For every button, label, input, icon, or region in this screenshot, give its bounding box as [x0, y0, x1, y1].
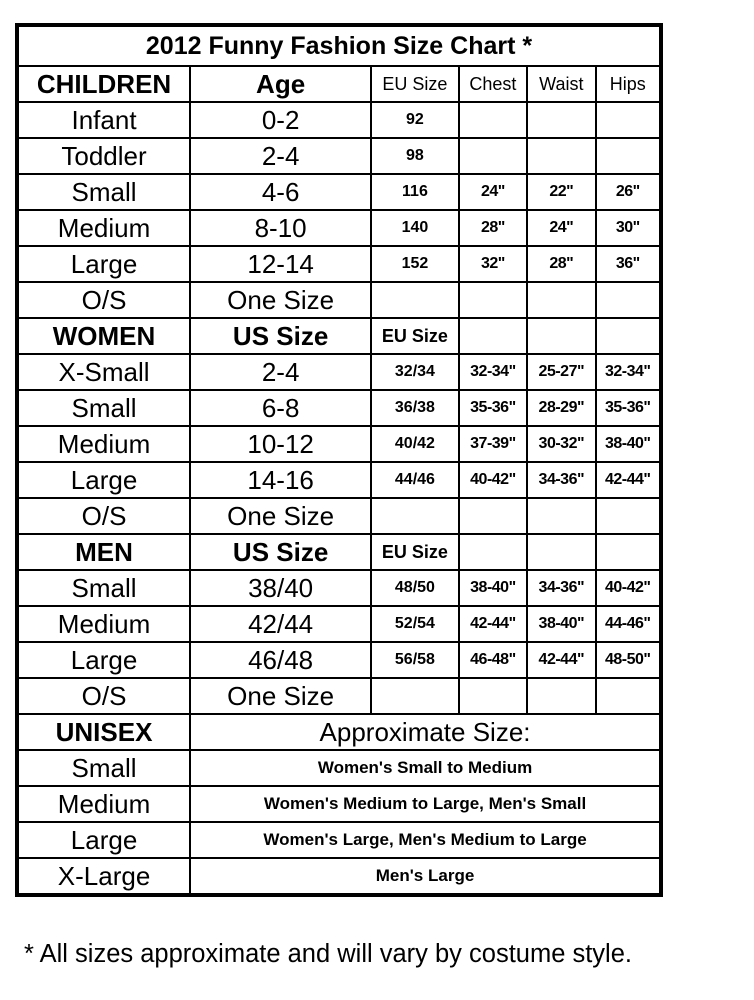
approximate-size-value: Women's Large, Men's Medium to Large: [190, 822, 661, 858]
table-row: [17, 426, 661, 462]
size-label: Medium: [17, 786, 190, 822]
us-size-value: 10-12: [190, 426, 371, 462]
us-size-value: One Size: [190, 498, 371, 534]
footnote: * All sizes approximate and will vary by costume style.: [24, 940, 632, 968]
eu-size-value: 56/58: [371, 642, 459, 678]
table-row: [17, 858, 661, 895]
hips-value: [596, 282, 661, 318]
age-value: One Size: [190, 282, 371, 318]
size-label: Small: [17, 750, 190, 786]
size-label: Medium: [17, 210, 190, 246]
us-size-value: 6-8: [190, 390, 371, 426]
table-row: [17, 102, 661, 138]
chest-value: [459, 138, 527, 174]
size-chart-table: [15, 23, 663, 897]
us-size-header: US Size: [190, 318, 371, 354]
eu-size-header: EU Size: [371, 66, 459, 102]
chart-title: 2012 Funny Fashion Size Chart *: [17, 25, 661, 66]
eu-size-value: 92: [371, 102, 459, 138]
size-label: Medium: [17, 426, 190, 462]
waist-value: 28-29": [527, 390, 595, 426]
waist-value: 22": [527, 174, 595, 210]
empty-cell: [527, 534, 595, 570]
size-label: X-Large: [17, 858, 190, 895]
size-label: Large: [17, 462, 190, 498]
hips-value: 44-46": [596, 606, 661, 642]
table-row: [17, 282, 661, 318]
hips-value: 30": [596, 210, 661, 246]
chest-value: 24": [459, 174, 527, 210]
chest-value: [459, 102, 527, 138]
waist-value: [527, 282, 595, 318]
us-size-value: 42/44: [190, 606, 371, 642]
table-row: [17, 642, 661, 678]
size-label: O/S: [17, 282, 190, 318]
hips-value: [596, 102, 661, 138]
us-size-value: 46/48: [190, 642, 371, 678]
empty-cell: [459, 534, 527, 570]
unisex-section-label: UNISEX: [17, 714, 190, 750]
hips-value: 35-36": [596, 390, 661, 426]
waist-value: [527, 678, 595, 714]
eu-size-value: 32/34: [371, 354, 459, 390]
size-label: Large: [17, 246, 190, 282]
chest-value: 35-36": [459, 390, 527, 426]
table-row: [17, 822, 661, 858]
eu-size-value: 152: [371, 246, 459, 282]
waist-value: [527, 102, 595, 138]
eu-size-value: [371, 678, 459, 714]
children-section-label: CHILDREN: [17, 66, 190, 102]
women-section-label: WOMEN: [17, 318, 190, 354]
waist-value: [527, 498, 595, 534]
us-size-value: 14-16: [190, 462, 371, 498]
table-row: [17, 138, 661, 174]
waist-value: 28": [527, 246, 595, 282]
chest-value: [459, 498, 527, 534]
chest-value: 32-34": [459, 354, 527, 390]
waist-value: 25-27": [527, 354, 595, 390]
size-label: Medium: [17, 606, 190, 642]
table-row: [17, 174, 661, 210]
age-header: Age: [190, 66, 371, 102]
table-row: [17, 210, 661, 246]
approximate-size-header: Approximate Size:: [190, 714, 661, 750]
age-value: 2-4: [190, 138, 371, 174]
eu-size-value: 48/50: [371, 570, 459, 606]
men-header-row: [17, 534, 661, 570]
age-value: 0-2: [190, 102, 371, 138]
age-value: 12-14: [190, 246, 371, 282]
size-label: Large: [17, 642, 190, 678]
waist-value: 34-36": [527, 570, 595, 606]
eu-size-value: [371, 282, 459, 318]
chest-value: 37-39": [459, 426, 527, 462]
hips-value: 42-44": [596, 462, 661, 498]
size-label: Small: [17, 390, 190, 426]
size-label: Small: [17, 174, 190, 210]
chest-value: 46-48": [459, 642, 527, 678]
chest-value: [459, 678, 527, 714]
hips-value: 38-40": [596, 426, 661, 462]
chest-value: 42-44": [459, 606, 527, 642]
title-row: [17, 25, 661, 66]
table-row: [17, 462, 661, 498]
chest-value: 32": [459, 246, 527, 282]
waist-header: Waist: [527, 66, 595, 102]
hips-value: 40-42": [596, 570, 661, 606]
waist-value: 30-32": [527, 426, 595, 462]
table-row: [17, 678, 661, 714]
hips-value: [596, 138, 661, 174]
table-row: [17, 246, 661, 282]
table-row: [17, 570, 661, 606]
hips-value: [596, 498, 661, 534]
eu-size-value: [371, 498, 459, 534]
us-size-header: US Size: [190, 534, 371, 570]
size-label: Small: [17, 570, 190, 606]
men-section-label: MEN: [17, 534, 190, 570]
hips-value: 36": [596, 246, 661, 282]
unisex-header-row: [17, 714, 661, 750]
eu-size-value: 140: [371, 210, 459, 246]
empty-cell: [527, 318, 595, 354]
women-header-row: [17, 318, 661, 354]
table-row: [17, 606, 661, 642]
waist-value: [527, 138, 595, 174]
waist-value: 34-36": [527, 462, 595, 498]
approximate-size-value: Women's Small to Medium: [190, 750, 661, 786]
chest-value: [459, 282, 527, 318]
chest-value: 38-40": [459, 570, 527, 606]
hips-value: 32-34": [596, 354, 661, 390]
waist-value: 42-44": [527, 642, 595, 678]
table-row: [17, 750, 661, 786]
table-row: [17, 354, 661, 390]
age-value: 4-6: [190, 174, 371, 210]
size-label: O/S: [17, 678, 190, 714]
chest-value: 40-42": [459, 462, 527, 498]
us-size-value: One Size: [190, 678, 371, 714]
waist-value: 38-40": [527, 606, 595, 642]
table-row: [17, 786, 661, 822]
eu-size-header: EU Size: [371, 534, 459, 570]
size-label: X-Small: [17, 354, 190, 390]
eu-size-header: EU Size: [371, 318, 459, 354]
table-row: [17, 498, 661, 534]
approximate-size-value: Men's Large: [190, 858, 661, 895]
age-value: 8-10: [190, 210, 371, 246]
waist-value: 24": [527, 210, 595, 246]
eu-size-value: 44/46: [371, 462, 459, 498]
empty-cell: [459, 318, 527, 354]
table-row: [17, 390, 661, 426]
children-header-row: [17, 66, 661, 102]
hips-header: Hips: [596, 66, 661, 102]
hips-value: 26": [596, 174, 661, 210]
size-label: Infant: [17, 102, 190, 138]
size-label: Large: [17, 822, 190, 858]
eu-size-value: 36/38: [371, 390, 459, 426]
us-size-value: 2-4: [190, 354, 371, 390]
size-label: O/S: [17, 498, 190, 534]
eu-size-value: 116: [371, 174, 459, 210]
empty-cell: [596, 318, 661, 354]
chest-header: Chest: [459, 66, 527, 102]
empty-cell: [596, 534, 661, 570]
hips-value: [596, 678, 661, 714]
eu-size-value: 98: [371, 138, 459, 174]
approximate-size-value: Women's Medium to Large, Men's Small: [190, 786, 661, 822]
eu-size-value: 52/54: [371, 606, 459, 642]
eu-size-value: 40/42: [371, 426, 459, 462]
size-chart-body: [17, 25, 661, 895]
chest-value: 28": [459, 210, 527, 246]
hips-value: 48-50": [596, 642, 661, 678]
us-size-value: 38/40: [190, 570, 371, 606]
size-label: Toddler: [17, 138, 190, 174]
